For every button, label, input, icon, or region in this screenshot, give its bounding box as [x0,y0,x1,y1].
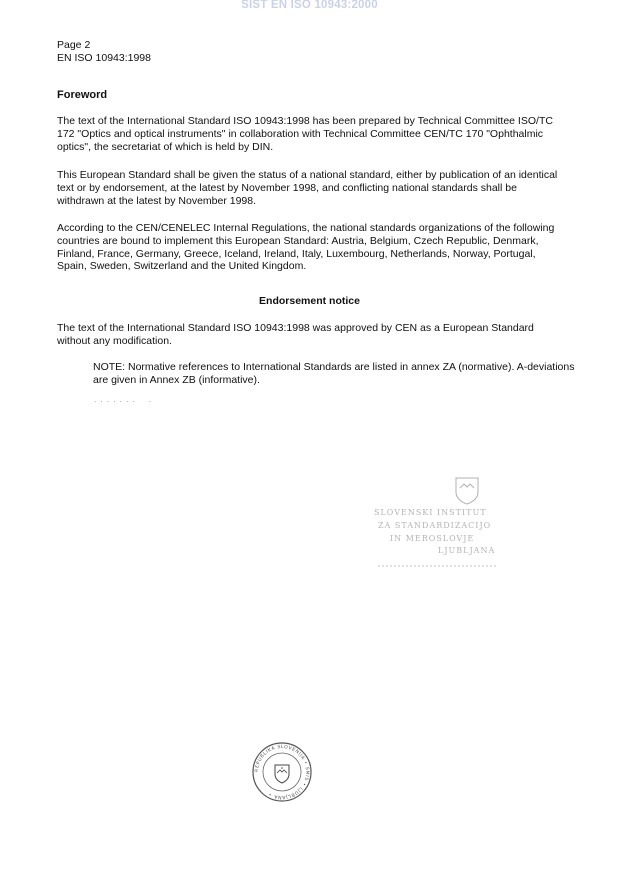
stamp-emblem-icon [368,474,568,589]
circular-seal [251,741,313,803]
faded-office-stamp [368,474,568,589]
foreword-paragraph-3: According to the CEN/CENELEC Internal Regulations, the national standards organizations of the following countries are bound to implement this European Standard: Austria, Belgium, Czech Republic, Denmark, Finland, France, Germany, Greece, Iceland, Ireland, Italy, Luxembourg, Netherlands, Norway, Portugal, Spain, Sweden, Switzerland and the United Kingdom. [57,222,555,273]
page-number: Page 2 [57,39,91,51]
page-header [57,39,151,65]
scan-artifact-dots: . . . . . . . . [94,395,153,404]
foreword-paragraph-1: The text of the International Standard ISO 10943:1998 has been prepared by Technical Committee ISO/TC 172 "Optics and optical instruments" in collaboration with Technical Committee CEN/TC 170 "Ophthalmic optics", the secretariat of which is held by DIN. [57,115,553,153]
seal-emblem-icon [251,741,313,803]
stamp-text-line-2: ZA STANDARDIZACIJO [378,521,492,530]
endorsement-paragraph: The text of the International Standard ISO 10943:1998 was approved by CEN as a European Standard without any modification. [57,322,534,347]
document-id: EN ISO 10943:1998 [57,52,151,64]
foreword-heading: Foreword [57,89,108,101]
stamp-text-line-3: IN MEROSLOVJE [390,534,475,543]
endorsement-heading: Endorsement notice [259,295,360,307]
stamp-text-line-4: LJUBLJANA [438,546,496,555]
watermark-title: SIST EN ISO 10943:2000 [241,0,378,11]
endorsement-note: NOTE: Normative references to International Standards are listed in annex ZA (normative). A-deviations are given in Annex ZB (informative). [93,361,575,386]
seal-ring-text: REPUBLIKA SLOVENIJA • SMIS • LJUBLJANA • [254,744,310,800]
stamp-text-line-1: SLOVENSKI INŠTITUT [374,508,487,517]
foreword-paragraph-2: This European Standard shall be given the status of a national standard, either by publication of an identical text or by endorsement, at the latest by November 1998, and conflicting national standards shall be withdrawn at the latest by November 1998. [57,169,558,207]
